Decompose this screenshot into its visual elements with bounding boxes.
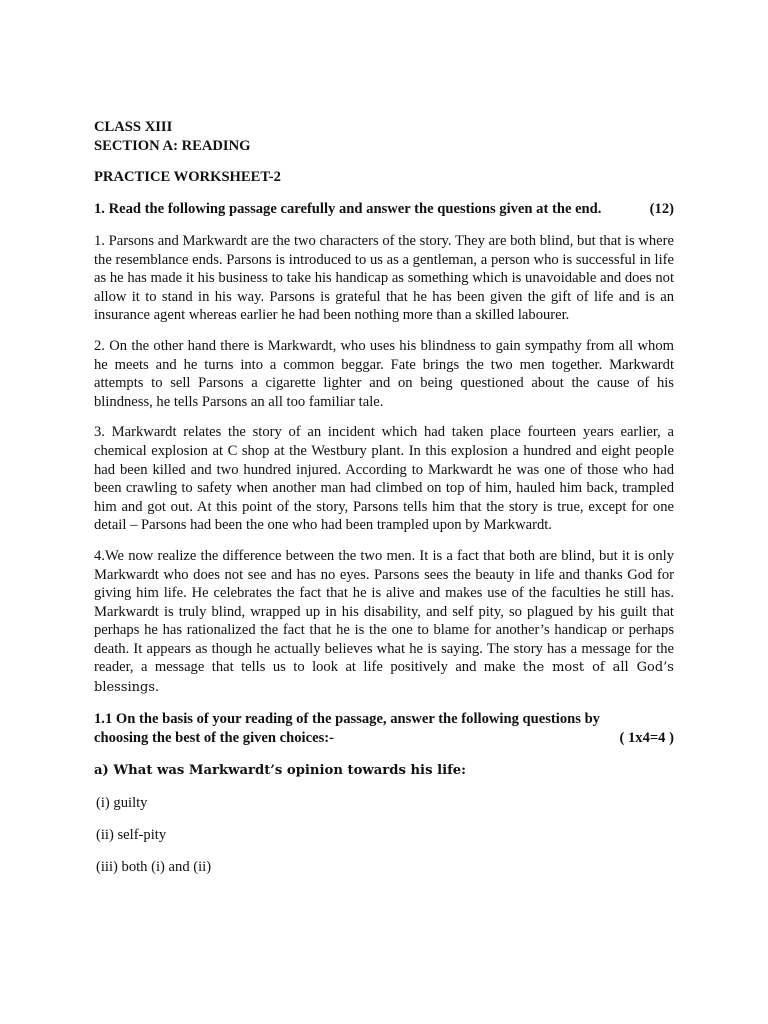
- subsection-marks: ( 1x4=4 ): [619, 729, 674, 746]
- question-a: a) What was Markwardt’s opinion towards his life:: [94, 762, 467, 778]
- worksheet-title: PRACTICE WORKSHEET-2: [94, 169, 281, 185]
- passage-paragraph-2: [94, 337, 674, 411]
- question-1-marks: (12): [649, 201, 674, 217]
- paragraph-text: 1. Parsons and Markwardt are the two characters of the story. They are both blind, but that is where the resemblance ends. Parsons is introduced to us as a gentleman, a person who is successful in life as he has made it his business to take his handicap as something which is unavoidable and does not allow it to stand in his way. Parsons is grateful that he has been given the gift of life and is an insurance agent whereas earlier he had been nothing more than a skilled labourer.: [94, 233, 674, 324]
- passage-paragraph-3: [94, 423, 674, 535]
- option-i: (i) guilty: [96, 794, 148, 811]
- worksheet-page: [94, 118, 674, 890]
- option-iii: (iii) both (i) and (ii): [96, 858, 212, 875]
- paragraph-text: 4.We now realize the difference between the two men. It is a fact that both are blind, but it is only Markwardt who does not see and has no eyes. Parsons sees the beauty in life and thanks God for giving him life. He celebrates the fact that he is alive and makes use of the faculties he still has. Markwardt is truly blind, wrapped up in his disability, and self pity, so plagued by his guilt that perhaps he has rationalized the fact that he is the one to blame for another’s handicap or perhaps death. It appears as though he actually believes what he is saying. The story has a message for the reader, a message that tells us to look at life positively and make: [94, 547, 674, 676]
- class-label: CLASS XIII: [94, 119, 173, 135]
- section-label: SECTION A: READING: [94, 138, 251, 154]
- option-ii: (ii) self-pity: [96, 826, 167, 843]
- question-1-text: 1. Read the following passage carefully and answer the questions given at the end.: [94, 201, 602, 217]
- passage-paragraph-1: [94, 232, 674, 325]
- paragraph-text: 3. Markwardt relates the story of an incident which had taken place fourteen years earlier, a chemical explosion at C shop at the Westbury plant. In this explosion a hundred and eight people had been killed and two hundred injured. According to Markwardt he was one of those who had been crawling to safety when another man had climbed on top of him, hauled him back, trampled him and got out. At this point of the story, Parsons tells him that the story is true, except for one detail – Parsons had been the one who had been trampled upon by Markwardt.: [94, 424, 674, 534]
- passage-paragraph-4: [94, 547, 674, 698]
- subsection-line-1: 1.1 On the basis of your reading of the passage, answer the following questions by: [94, 710, 600, 727]
- question-1-heading: [94, 200, 674, 219]
- paragraph-tail-text: the most of all God’s blessings.: [94, 660, 674, 696]
- paragraph-text: 2. On the other hand there is Markwardt, who uses his blindness to gain sympathy from all whom he meets and he turns into a common beggar. Fate brings the two men together. Markwardt attempts to sell Parsons a cigarette lighter and on being questioned about the cause of his blindness, he tells Parsons an all too familiar tale.: [94, 337, 674, 410]
- subsection-instruction: choosing the best of the given choices:-: [94, 729, 334, 746]
- subsection-1-1-heading: [94, 710, 674, 748]
- worksheet-header: [94, 118, 674, 156]
- subsection-line-2: [94, 729, 674, 748]
